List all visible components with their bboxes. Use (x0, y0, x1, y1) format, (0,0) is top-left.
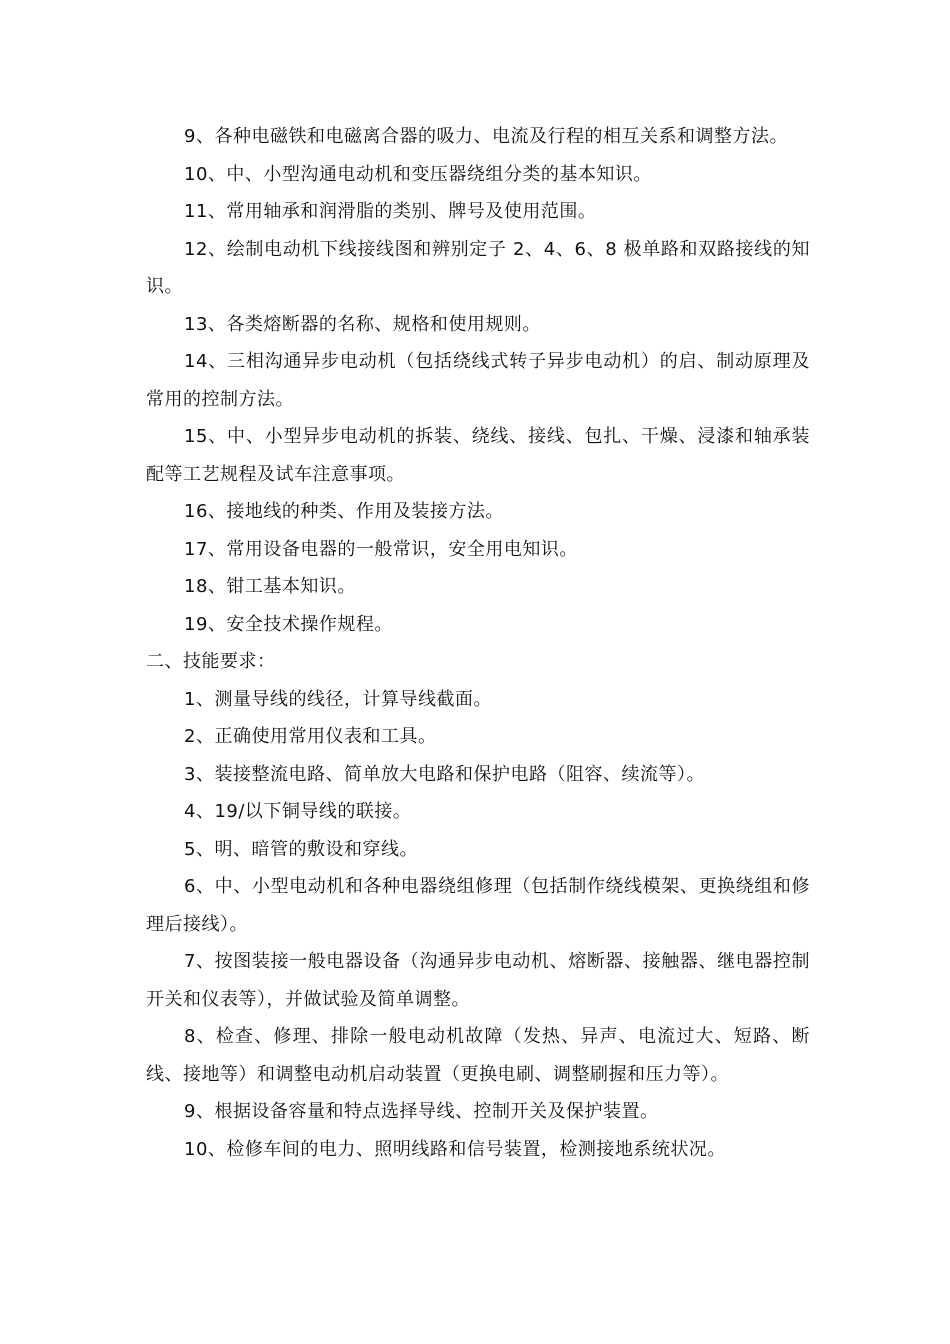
skill-item-4: 4、19/以下铜导线的联接。 (184, 801, 412, 822)
section-heading-skills: 二、技能要求： (146, 651, 276, 672)
knowledge-item-16: 16、接地线的种类、作用及装接方法。 (184, 501, 504, 522)
skill-item-3: 3、装接整流电路、简单放大电路和保护电路（阻容、续流等）。 (184, 763, 705, 785)
skill-item-7: 7、按图装接一般电器设备（沟通异步电动机、熔断器、接触器、继电器控制开关和仪表等），并做试验及简单调整。 (146, 951, 810, 1010)
knowledge-item-11: 11、常用轴承和润滑脂的类别、牌号及使用范围。 (184, 201, 597, 222)
knowledge-item-13: 13、各类熔断器的名称、规格和使用规则。 (184, 313, 541, 335)
knowledge-item-18: 18、钳工基本知识。 (184, 576, 356, 597)
skill-item-10: 10、检修车间的电力、照明线路和信号装置，检测接地系统状况。 (184, 1138, 726, 1160)
skill-item-5: 5、明、暗管的敷设和穿线。 (184, 838, 418, 860)
knowledge-item-12: 12、绘制电动机下线接线图和辨别定子 2、4、6、8 极单路和双路接线的知识。 (146, 238, 810, 297)
knowledge-item-19: 19、安全技术操作规程。 (184, 613, 393, 635)
document-body (146, 118, 810, 1168)
knowledge-item-14: 14、三相沟通异步电动机（包括绕线式转子异步电动机）的启、制动原理及常用的控制方法。 (146, 351, 810, 410)
knowledge-item-10: 10、中、小型沟通电动机和变压器绕组分类的基本知识。 (184, 163, 652, 185)
skill-item-2: 2、正确使用常用仪表和工具。 (184, 726, 437, 747)
skill-item-8: 8、检查、修理、排除一般电动机故障（发热、异声、电流过大、短路、断线、接地等）和调整电动机启动装置（更换电刷、调整刷握和压力等）。 (146, 1026, 810, 1085)
knowledge-item-15: 15、中、小型异步电动机的拆装、绕线、接线、包扎、干燥、浸漆和轴承装配等工艺规程及试车注意事项。 (146, 426, 810, 485)
knowledge-item-17: 17、常用设备电器的一般常识，安全用电知识。 (184, 538, 578, 560)
knowledge-item-9: 9、各种电磁铁和电磁离合器的吸力、电流及行程的相互关系和调整方法。 (184, 126, 788, 147)
skill-item-1: 1、测量导线的线径，计算导线截面。 (184, 688, 492, 710)
skill-item-6: 6、中、小型电动机和各种电器绕组修理（包括制作绕线模架、更换绕组和修理后接线）。 (146, 876, 810, 935)
skill-item-9: 9、根据设备容量和特点选择导线、控制开关及保护装置。 (184, 1101, 659, 1122)
